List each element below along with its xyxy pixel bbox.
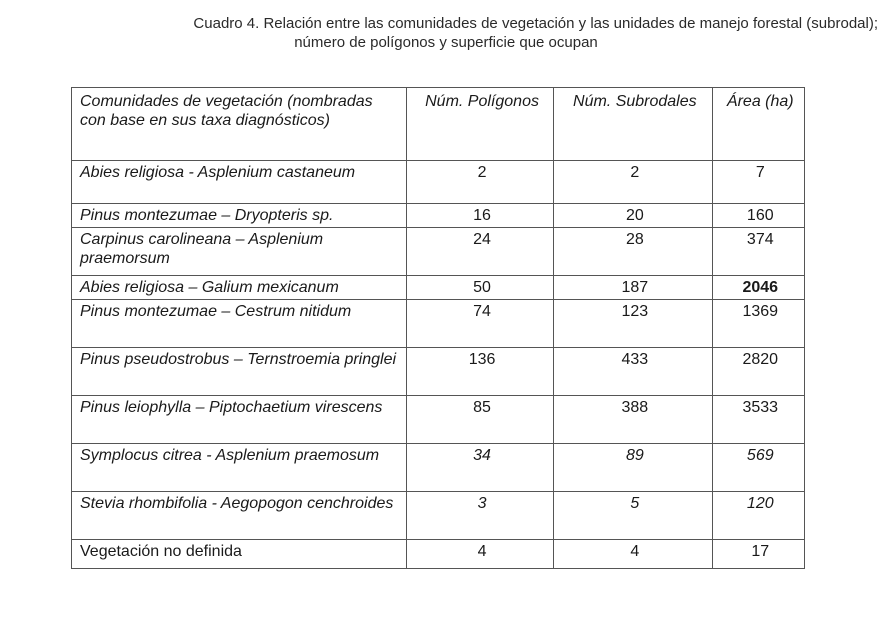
cell-polygons: 136 bbox=[407, 348, 554, 396]
cell-subrodales: 4 bbox=[554, 540, 712, 569]
cell-subrodales: 123 bbox=[554, 300, 712, 348]
cell-area: 1369 bbox=[712, 300, 804, 348]
cell-polygons: 34 bbox=[407, 444, 554, 492]
cell-community: Abies religiosa - Asplenium castaneum bbox=[72, 161, 407, 204]
cell-community: Vegetación no definida bbox=[72, 540, 407, 569]
table-row bbox=[72, 444, 805, 492]
cell-area: 2820 bbox=[712, 348, 804, 396]
cell-community: Symplocus citrea - Asplenium praemosum bbox=[72, 444, 407, 492]
cell-area: 374 bbox=[712, 228, 804, 276]
cell-area: 2046 bbox=[712, 276, 804, 300]
header-community: Comunidades de vegetación (nombradas con base en sus taxa diagnósticos) bbox=[72, 88, 407, 161]
cell-area: 569 bbox=[712, 444, 804, 492]
cell-area: 120 bbox=[712, 492, 804, 540]
table-row bbox=[72, 204, 805, 228]
cell-polygons: 50 bbox=[407, 276, 554, 300]
cell-community: Stevia rhombifolia - Aegopogon cenchroides bbox=[72, 492, 407, 540]
table-row bbox=[72, 396, 805, 444]
cell-subrodales: 5 bbox=[554, 492, 712, 540]
cell-subrodales: 187 bbox=[554, 276, 712, 300]
cell-area: 160 bbox=[712, 204, 804, 228]
table-row bbox=[72, 540, 805, 569]
caption-line-1: Cuadro 4. Relación entre las comunidades de vegetación y las unidades de manejo forestal (subrodal); bbox=[193, 15, 878, 32]
table-row bbox=[72, 276, 805, 300]
cell-subrodales: 388 bbox=[554, 396, 712, 444]
caption-line-2: número de polígonos y superficie que ocupan bbox=[294, 34, 598, 51]
header-polygons: Núm. Polígonos bbox=[407, 88, 554, 161]
table-row bbox=[72, 228, 805, 276]
cell-area: 7 bbox=[712, 161, 804, 204]
table-row bbox=[72, 492, 805, 540]
cell-community: Pinus montezumae – Cestrum nitidum bbox=[72, 300, 407, 348]
cell-polygons: 2 bbox=[407, 161, 554, 204]
table-row bbox=[72, 300, 805, 348]
cell-polygons: 24 bbox=[407, 228, 554, 276]
cell-subrodales: 433 bbox=[554, 348, 712, 396]
cell-polygons: 4 bbox=[407, 540, 554, 569]
cell-area: 17 bbox=[712, 540, 804, 569]
cell-polygons: 85 bbox=[407, 396, 554, 444]
cell-subrodales: 28 bbox=[554, 228, 712, 276]
cell-community: Pinus pseudostrobus – Ternstroemia pringlei bbox=[72, 348, 407, 396]
cell-subrodales: 2 bbox=[554, 161, 712, 204]
table-row bbox=[72, 348, 805, 396]
cell-community: Pinus leiophylla – Piptochaetium virescens bbox=[72, 396, 407, 444]
header-area: Área (ha) bbox=[712, 88, 804, 161]
cell-area: 3533 bbox=[712, 396, 804, 444]
cell-community: Pinus montezumae – Dryopteris sp. bbox=[72, 204, 407, 228]
table-row bbox=[72, 161, 805, 204]
cell-polygons: 74 bbox=[407, 300, 554, 348]
cell-subrodales: 89 bbox=[554, 444, 712, 492]
table-header-row bbox=[72, 88, 805, 161]
cell-community: Abies religiosa – Galium mexicanum bbox=[72, 276, 407, 300]
vegetation-table bbox=[71, 87, 805, 569]
cell-subrodales: 20 bbox=[554, 204, 712, 228]
header-subrodales: Núm. Subrodales bbox=[554, 88, 712, 161]
cell-polygons: 16 bbox=[407, 204, 554, 228]
cell-polygons: 3 bbox=[407, 492, 554, 540]
cell-community: Carpinus carolineana – Asplenium praemorsum bbox=[72, 228, 407, 276]
table-caption bbox=[0, 14, 882, 52]
